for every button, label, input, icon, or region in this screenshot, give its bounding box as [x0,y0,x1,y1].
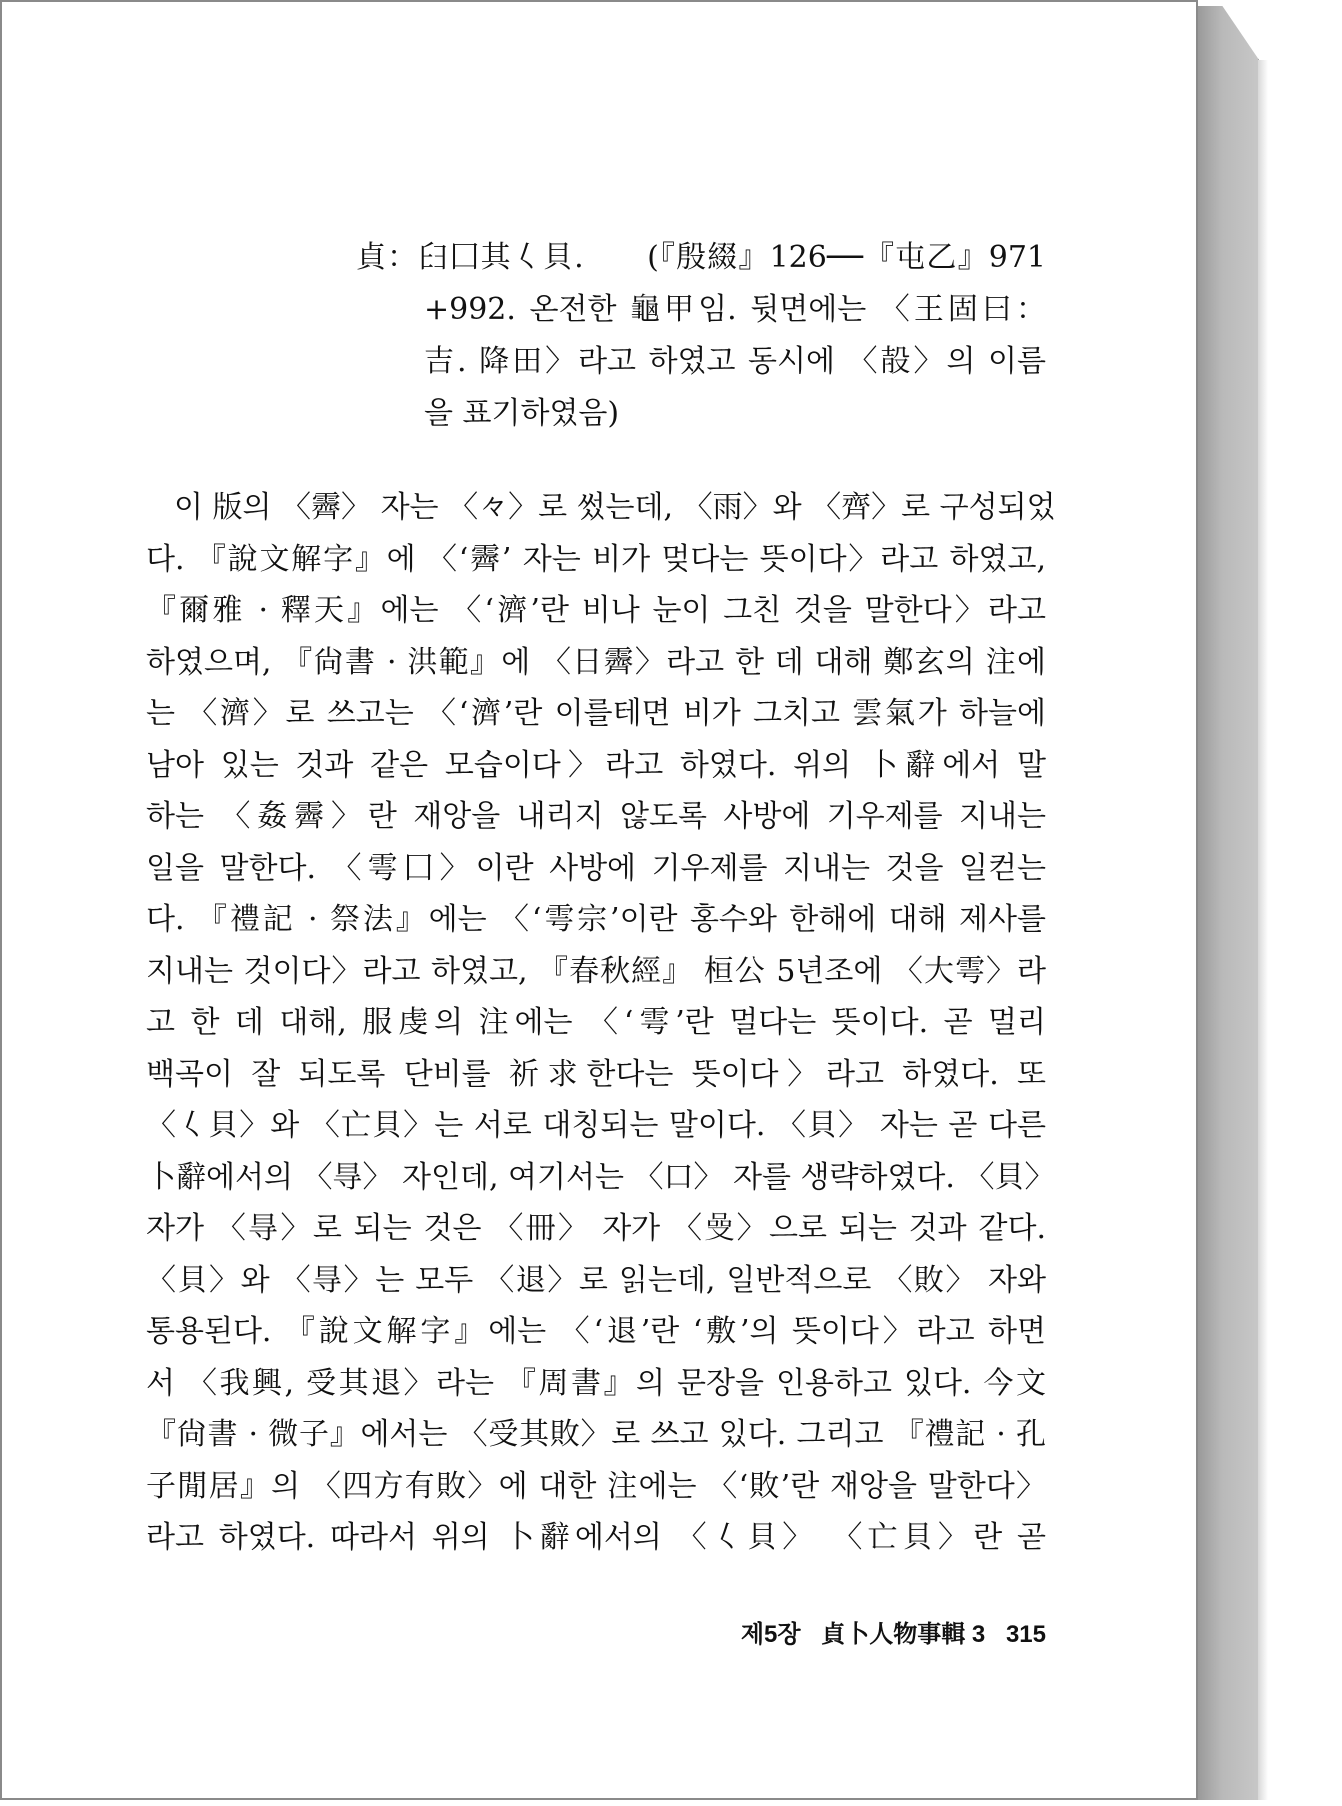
text-line: 지내는 것이다〉라고 하였고, 『春秋經』 桓公 5년조에 〈大雩〉라 [146,953,1046,989]
page-number: 315 [1005,1621,1046,1648]
text-line: 子閒居』의 〈四方有敗〉에 대한 注에는 〈‘敗’란 재앙을 말한다〉 [146,1468,1046,1504]
text-line: 남아 있는 것과 같은 모습이다〉라고 하였다. 위의 卜辭에서 말 [146,747,1046,783]
body-paragraph [146,482,1056,1564]
citation-line: 吉. 降田〉라고 하였고 동시에 〈㱿〉의 이름 [424,344,1046,379]
text-line: 하였으며, 『尙書 · 洪範』에 〈日霽〉라고 한 데 대해 鄭玄의 注에 [146,644,1046,680]
text-line: 『爾雅 · 釋天』에는 〈‘濟’란 비나 눈이 그친 것을 말한다〉라고 [146,593,1046,628]
page-edge-stack [1198,6,1259,1800]
text-line: 다. 『禮記 · 祭法』에는 〈‘雩宗’이란 홍수와 한해에 대해 제사를 [146,902,1046,937]
chapter-label: 제5장 [740,1621,801,1648]
text-line: 『尙書 · 微子』에서는 〈受其敗〉로 쓰고 있다. 그리고 『禮記 · 孔 [146,1417,1046,1452]
text-line: 서 〈我興, 受其退〉라는 『周書』의 문장을 인용하고 있다. 今文 [146,1365,1046,1401]
text-line: 통용된다. 『說文解字』에는 〈‘退’란 ‘敷’의 뜻이다〉라고 하면 [146,1314,1046,1349]
text-line: 다. 『說文解字』에 〈‘霽’ 자는 비가 멎다는 뜻이다〉라고 하였고, [146,541,1046,577]
page-footer [702,1614,1046,1649]
citation-line: 을 표기하였음) [424,396,620,431]
text-line: 하는 〈姦霽〉란 재앙을 내리지 않도록 사방에 기우제를 지내는 [146,799,1046,834]
text-line: 卜辭에서의 〈㝵〉 자인데, 여기서는 〈口〉 자를 생략하였다. 〈貝〉 [146,1159,1055,1195]
text-line: 이 版의 〈霽〉 자는 〈𠚤〉로 썼는데, 〈雨〉와 〈齊〉로 구성되었 [174,490,1056,525]
page-edge-shadow [1258,60,1268,1800]
text-line: 백곡이 잘 되도록 단비를 祈求한다는 뜻이다〉라고 하였다. 또 [146,1056,1046,1092]
running-title: 貞卜人物事輯 3 [821,1621,986,1648]
citation-line: +992. 온전한 龜甲임. 뒷면에는 〈王固曰： [424,292,1046,327]
text-line: 자가 〈㝵〉로 되는 것은 〈冊〉 자가 〈𠵬〉으로 되는 것과 같다. [146,1211,1046,1246]
citation-line: 貞：𦥑囗其𡿨貝. (『殷綴』126──『屯乙』971 [356,240,1046,275]
citation-block [356,232,1046,440]
text-line: 는 〈濟〉로 쓰고는 〈‘濟’란 이를테면 비가 그치고 雲氣가 하늘에 [146,696,1046,731]
text-line: 〈貝〉와 〈㝵〉는 모두 〈退〉로 읽는데, 일반적으로 〈敗〉 자와 [146,1262,1046,1298]
text-line: 〈𡿨貝〉와 〈亡貝〉는 서로 대칭되는 말이다. 〈貝〉 자는 곧 다른 [146,1108,1046,1143]
text-line: 고 한 데 대해, 服虔의 注에는 〈‘雩’란 멀다는 뜻이다. 곧 멀리 [146,1005,1046,1040]
text-line: 라고 하였다. 따라서 위의 卜辭에서의 〈𡿨貝〉 〈亡貝〉란 곧 [146,1520,1046,1555]
text-line: 일을 말한다. 〈雩囗〉이란 사방에 기우제를 지내는 것을 일컫는 [146,850,1046,886]
